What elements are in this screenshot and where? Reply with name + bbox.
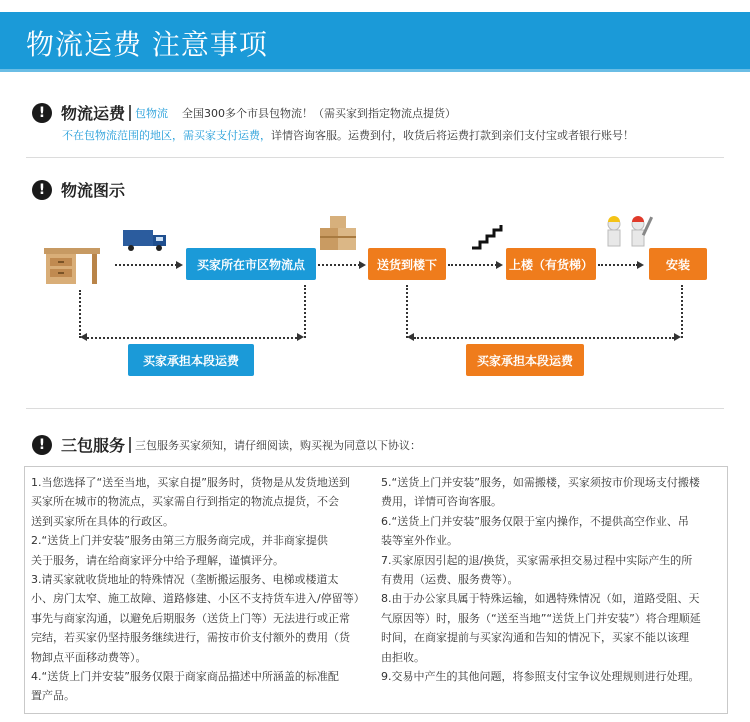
range-bracket-line — [304, 285, 306, 338]
terms-line: 物卸点平面移动费等）。 — [31, 650, 147, 664]
exclamation-icon: ! — [32, 435, 52, 455]
step-box-downstairs: 送货到楼下 — [368, 248, 446, 280]
terms-line: 费用，详情可咨询客服。 — [381, 495, 502, 509]
terms-line: 小、房门太窄、施工故障、道路修建、小区不支持货车进入/停留等） — [31, 592, 365, 606]
terms-right-column — [381, 473, 723, 686]
terms-line: 气原因等）时，服务（“送至当地”“送货上门并安装”）将合理顺延 — [381, 611, 701, 625]
terms-box — [24, 466, 728, 714]
divider — [129, 437, 131, 453]
service-title: 三包服务 — [61, 436, 126, 455]
stairs-icon — [470, 224, 506, 250]
flow-title: 物流图示 — [61, 181, 126, 200]
buyer-cost-label-1: 买家承担本段运费 — [128, 344, 254, 376]
terms-line: 时间，在商家提前与买家沟通和告知的情况下，买家不能以该理 — [381, 631, 689, 645]
terms-line: 买家所在城市的物流点，买家需自行到指定的物流点提货，不会 — [31, 495, 339, 509]
buyer-cost-label-2: 买家承担本段运费 — [466, 344, 584, 376]
terms-line: 6.“送货上门并安装”服务仅限于室内操作，不提供高空作业、吊 — [381, 514, 689, 528]
terms-line: 4.“送货上门并安装”服务仅限于商家商品描述中所涵盖的标准配 — [31, 670, 339, 684]
shipping-warning — [62, 127, 634, 143]
terms-line: 3.请买家就收货地址的特殊情况（垄断搬运服务、电梯或楼道太 — [31, 573, 339, 587]
range-line — [87, 337, 297, 339]
flow-arrow-line — [115, 264, 177, 266]
terms-line: 关于服务，请在给商家评分中给予理解，谨慎评分。 — [31, 553, 284, 567]
boxes-icon — [318, 214, 358, 252]
terms-line: 完结，若买家仍坚持服务继续进行，需按市价支付额外的费用（货 — [31, 631, 350, 645]
range-bracket-line — [79, 290, 81, 338]
terms-line: 事先与商家沟通，以避免后期服务（送货上门等）无法进行或正常 — [31, 611, 350, 625]
terms-line: 9.交易中产生的其他问题，将参照支付宝争议处理规则进行处理。 — [381, 670, 700, 684]
arrow-left-icon — [80, 333, 87, 341]
truck-icon — [122, 228, 168, 252]
arrow-right-icon — [496, 261, 503, 269]
terms-line: 1.当您选择了“送至当地，买家自提”服务时，货物是从发货地送到 — [31, 476, 350, 489]
terms-line: 装等室外作业。 — [381, 534, 458, 548]
flow-arrow-line — [318, 264, 360, 266]
shipping-warning-text: 详情咨询客服。运费到付，收货后将运费打款到亲们支付宝或者银行账号！ — [271, 129, 634, 142]
range-bracket-line — [681, 285, 683, 338]
step-box-install: 安装 — [649, 248, 707, 280]
terms-line: 有费用（运费、服务费等）。 — [381, 573, 519, 587]
header-banner — [0, 12, 750, 72]
terms-line: 2.“送货上门并安装”服务由第三方服务商完成，并非商家提供 — [31, 534, 328, 548]
shipping-title: 物流运费 — [61, 104, 126, 123]
service-section-header — [32, 433, 421, 456]
shipping-warning-highlight: 不在包物流范围的地区，需买家支付运费， — [62, 129, 271, 142]
terms-line: 送到买家所在具体的行政区。 — [31, 514, 174, 528]
section-divider — [26, 157, 724, 158]
exclamation-icon: ! — [32, 103, 52, 123]
terms-line: 由拒收。 — [381, 650, 425, 664]
desk-icon — [42, 244, 102, 286]
terms-line: 7.买家原因引起的退/换货，买家需承担交易过程中实际产生的所 — [381, 553, 693, 567]
section-divider — [26, 408, 724, 409]
workers-icon — [600, 212, 658, 252]
step-box-logistics-point: 买家所在市区物流点 — [186, 248, 316, 280]
arrow-right-icon — [297, 333, 304, 341]
shipping-section-header — [32, 101, 456, 124]
shipping-desc: 全国300多个市县包物流！（需买家到指定物流点提货） — [182, 106, 457, 120]
terms-line: 5.“送货上门并安装”服务，如需搬楼，买家须按市价现场支付搬楼 — [381, 476, 700, 489]
banner-stripe — [0, 69, 750, 72]
arrow-right-icon — [359, 261, 366, 269]
range-line — [414, 337, 674, 339]
step-box-upstairs: 上楼（有货梯） — [506, 248, 596, 280]
flow-arrow-line — [598, 264, 638, 266]
range-bracket-line — [406, 285, 408, 338]
exclamation-icon: ! — [32, 180, 52, 200]
page-title: 物流运费 注意事项 — [26, 28, 268, 61]
arrow-left-icon — [407, 333, 414, 341]
arrow-right-icon — [674, 333, 681, 341]
flow-section-header — [32, 178, 125, 201]
terms-left-column — [31, 473, 376, 706]
arrow-right-icon — [637, 261, 644, 269]
terms-line: 置产品。 — [31, 689, 75, 703]
flow-arrow-line — [448, 264, 497, 266]
divider — [129, 105, 131, 121]
service-subtitle: 三包服务买家须知，请仔细阅读，购买视为同意以下协议： — [135, 438, 422, 452]
terms-line: 8.由于办公家具属于特殊运输，如遇特殊情况（如，道路受阻、天 — [381, 592, 700, 606]
arrow-right-icon — [176, 261, 183, 269]
shipping-tag: 包物流 — [135, 106, 169, 120]
